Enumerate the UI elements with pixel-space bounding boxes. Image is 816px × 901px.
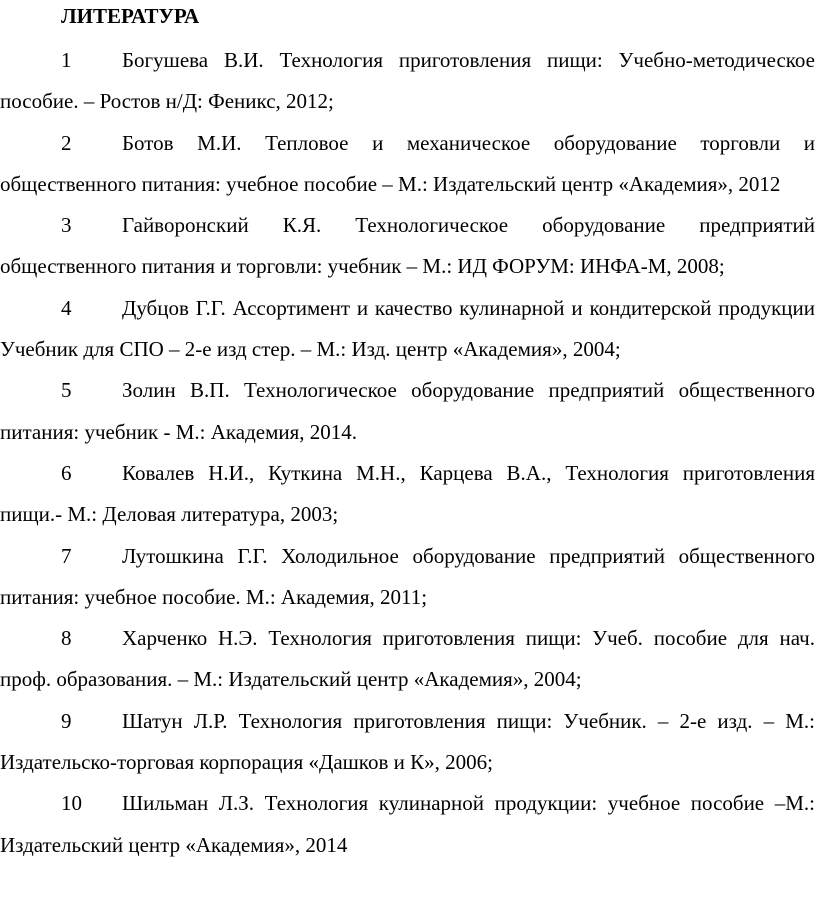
list-item [0,370,815,453]
list-item [0,536,815,619]
reference-text: Шильман Л.З. Технология кулинарной продукции: учебное пособие –М.: Издательский центр «Академия», 2014 [0,791,815,857]
reference-number: 2 [61,130,72,155]
reference-text: Шатун Л.Р. Технология приготовления пищи: Учебник. – 2-е изд. – М.: Издательско-торговая корпорация «Дашков и К», 2006; [0,708,815,775]
reference-number: 3 [61,213,72,238]
reference-text: Ботов М.И. Тепловое и механическое оборудование торговли и общественного питания: учебное пособие – М.: Издательский центр «Академия», 2012 [0,130,815,196]
reference-text: Лутошкина Г.Г. Холодильное оборудование предприятий общественного питания: учебное пособие. М.: Академия, 2011; [0,543,815,609]
reference-number: 10 [61,791,82,816]
reference-number: 4 [61,295,72,320]
reference-number: 8 [61,626,72,651]
reference-number: 1 [61,48,72,72]
reference-text: Гайворонский К.Я. Технологическое оборудование предприятий общественного питания и торговли: учебник – М.: ИД ФОРУМ: ИНФА-М, 2008; [0,213,815,279]
reference-text: Ковалев Н.И., Куткина М.Н., Карцева В.А., Технология приготовления пищи.- М.: Деловая литература, 2003; [0,460,815,527]
reference-text: Богушева В.И. Технология приготовления пищи: Учебно-методическое пособие. – Ростов н/Д: Феникс, 2012; [0,48,815,114]
list-item [0,205,815,288]
reference-text: Золин В.П. Технологическое оборудование предприятий общественного питания: учебник - М.: Академия, 2014. [0,378,815,444]
reference-number: 9 [61,708,72,733]
list-item [0,783,815,866]
list-item [0,288,815,371]
reference-list [0,40,815,866]
reference-text: Харченко Н.Э. Технология приготовления пищи: Учеб. пособие для нач. проф. образования. – М.: Издательский центр «Академия», 2004; [0,626,815,692]
reference-text: Дубцов Г.Г. Ассортимент и качество кулинарной и кондитерской продукции Учебник для СПО – 2-е изд стер. – М.: Изд. центр «Академия», 2004; [0,295,815,362]
list-item [0,453,815,536]
list-item [0,701,815,784]
reference-number: 6 [61,460,72,485]
list-item [0,618,815,701]
reference-number: 7 [61,543,72,568]
list-item [0,123,815,206]
reference-number: 5 [61,378,72,403]
list-item [0,40,815,123]
page-title: ЛИТЕРАТУРА [61,4,200,28]
